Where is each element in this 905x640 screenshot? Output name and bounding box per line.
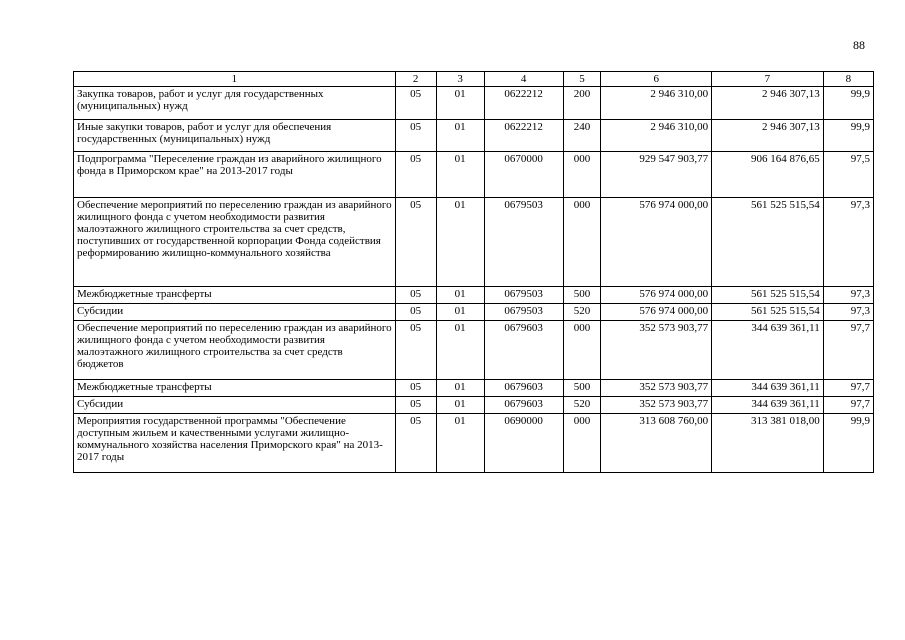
actual-amount: 906 164 876,65 [712,152,824,198]
expense-type-code: 240 [563,120,601,152]
section-code: 05 [395,304,436,321]
expense-type-code: 000 [563,321,601,380]
expense-type-code: 520 [563,304,601,321]
subsection-code: 01 [436,87,484,120]
table-row [74,304,874,321]
target-article-code: 0622212 [484,120,563,152]
row-name: Обеспечение мероприятий по переселению граждан из аварийного жилищного фонда с учетом необходимости развития малоэтажного жилищного строительства за счет средств, поступивших от государственной корпорации Фонда содействия реформированию жилищно-коммунального хозяйства [74,198,396,287]
section-code: 05 [395,87,436,120]
execution-percent: 99,9 [823,414,873,473]
column-header: 4 [484,72,563,87]
actual-amount: 2 946 307,13 [712,120,824,152]
column-header: 5 [563,72,601,87]
column-header: 3 [436,72,484,87]
row-name: Закупка товаров, работ и услуг для государственных (муниципальных) нужд [74,87,396,120]
row-name: Межбюджетные трансферты [74,380,396,397]
execution-percent: 99,9 [823,87,873,120]
target-article-code: 0679503 [484,304,563,321]
planned-amount: 576 974 000,00 [601,287,712,304]
planned-amount: 2 946 310,00 [601,120,712,152]
actual-amount: 344 639 361,11 [712,397,824,414]
actual-amount: 2 946 307,13 [712,87,824,120]
actual-amount: 561 525 515,54 [712,198,824,287]
subsection-code: 01 [436,380,484,397]
section-code: 05 [395,397,436,414]
planned-amount: 352 573 903,77 [601,380,712,397]
target-article-code: 0679503 [484,198,563,287]
budget-table [73,71,874,473]
subsection-code: 01 [436,321,484,380]
planned-amount: 352 573 903,77 [601,321,712,380]
table-row [74,321,874,380]
planned-amount: 352 573 903,77 [601,397,712,414]
column-header: 2 [395,72,436,87]
subsection-code: 01 [436,397,484,414]
subsection-code: 01 [436,198,484,287]
actual-amount: 344 639 361,11 [712,380,824,397]
target-article-code: 0622212 [484,87,563,120]
section-code: 05 [395,414,436,473]
table-row [74,414,874,473]
table-row [74,120,874,152]
execution-percent: 97,7 [823,321,873,380]
execution-percent: 97,3 [823,287,873,304]
subsection-code: 01 [436,152,484,198]
row-name: Обеспечение мероприятий по переселению граждан из аварийного жилищного фонда с учетом необходимости развития малоэтажного жилищного строительства за счет средств бюджетов [74,321,396,380]
column-header: 7 [712,72,824,87]
planned-amount: 576 974 000,00 [601,198,712,287]
column-header: 1 [74,72,396,87]
table-row [74,380,874,397]
expense-type-code: 000 [563,198,601,287]
subsection-code: 01 [436,287,484,304]
target-article-code: 0679503 [484,287,563,304]
table-row [74,87,874,120]
section-code: 05 [395,198,436,287]
actual-amount: 313 381 018,00 [712,414,824,473]
subsection-code: 01 [436,120,484,152]
target-article-code: 0679603 [484,380,563,397]
table-row [74,152,874,198]
row-name: Иные закупки товаров, работ и услуг для обеспечения государственных (муниципальных) нужд [74,120,396,152]
target-article-code: 0690000 [484,414,563,473]
expense-type-code: 500 [563,380,601,397]
section-code: 05 [395,321,436,380]
section-code: 05 [395,380,436,397]
column-header: 8 [823,72,873,87]
execution-percent: 97,5 [823,152,873,198]
section-code: 05 [395,287,436,304]
target-article-code: 0670000 [484,152,563,198]
row-name: Субсидии [74,304,396,321]
row-name: Субсидии [74,397,396,414]
row-name: Подпрограмма "Переселение граждан из аварийного жилищного фонда в Приморском крае" на 2013-2017 годы [74,152,396,198]
row-name: Межбюджетные трансферты [74,287,396,304]
planned-amount: 2 946 310,00 [601,87,712,120]
column-header: 6 [601,72,712,87]
target-article-code: 0679603 [484,321,563,380]
page-number: 88 [853,38,865,52]
expense-type-code: 520 [563,397,601,414]
table-row [74,287,874,304]
target-article-code: 0679603 [484,397,563,414]
execution-percent: 97,3 [823,198,873,287]
execution-percent: 97,7 [823,397,873,414]
execution-percent: 99,9 [823,120,873,152]
section-code: 05 [395,120,436,152]
section-code: 05 [395,152,436,198]
expense-type-code: 000 [563,152,601,198]
expense-type-code: 000 [563,414,601,473]
expense-type-code: 500 [563,287,601,304]
actual-amount: 344 639 361,11 [712,321,824,380]
expense-type-code: 200 [563,87,601,120]
row-name: Мероприятия государственной программы "Обеспечение доступным жильем и качественными услугами жилищно-коммунального хозяйства населения Приморского края" на 2013-2017 годы [74,414,396,473]
actual-amount: 561 525 515,54 [712,287,824,304]
planned-amount: 576 974 000,00 [601,304,712,321]
header-row [74,72,874,87]
subsection-code: 01 [436,304,484,321]
table-row [74,198,874,287]
subsection-code: 01 [436,414,484,473]
execution-percent: 97,3 [823,304,873,321]
planned-amount: 313 608 760,00 [601,414,712,473]
planned-amount: 929 547 903,77 [601,152,712,198]
execution-percent: 97,7 [823,380,873,397]
actual-amount: 561 525 515,54 [712,304,824,321]
table-row [74,397,874,414]
